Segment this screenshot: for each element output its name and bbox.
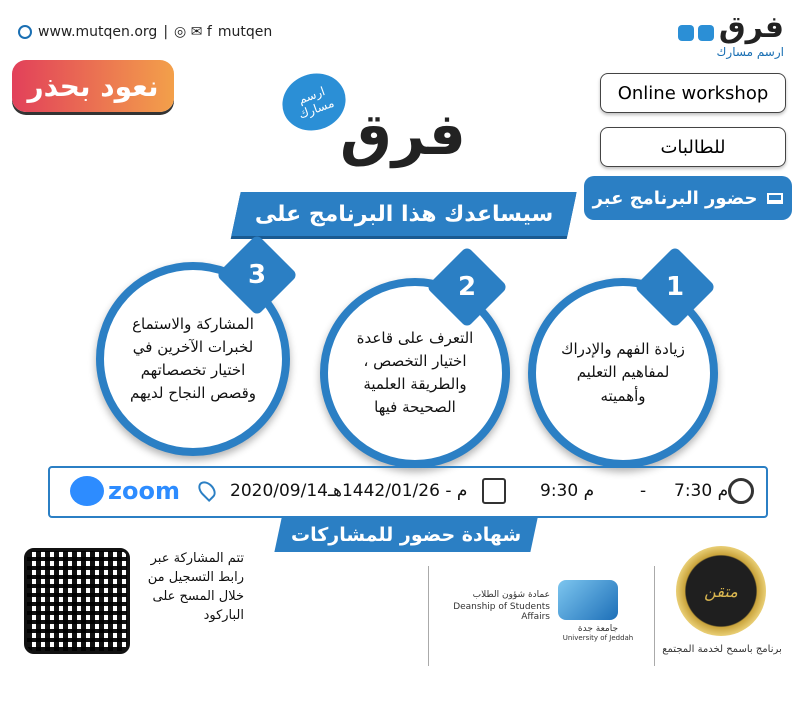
- social-bar: [18, 24, 272, 40]
- deanship-ar: عمادة شؤون الطلاب: [472, 590, 550, 600]
- globe-icon: [18, 25, 32, 39]
- time-end: 9:30 م: [540, 481, 595, 501]
- event-info-bar: [48, 466, 768, 518]
- point-number-1: 1: [634, 246, 716, 328]
- university-emblem-icon: [558, 580, 618, 620]
- logo-top-main: فرق: [718, 10, 784, 45]
- certificate-text: شهادة حضور للمشاركات: [290, 524, 522, 546]
- center-logo: [296, 70, 490, 180]
- logo-mark-icon: [678, 25, 714, 41]
- point-number-2: 2: [426, 246, 508, 328]
- point-circle-2: التعرف على قاعدة اختيار التخصص ، والطريقة العلمية الصحيحة فيها: [320, 278, 510, 468]
- attend-via-banner: [584, 176, 792, 220]
- attend-via-text: حضور البرنامج عبر: [592, 187, 758, 209]
- separator: |: [163, 24, 169, 40]
- center-logo-bubble: ارسم مسارك: [274, 65, 353, 140]
- seal-text: متقن: [704, 581, 738, 601]
- website-text[interactable]: www.mutqen.org: [38, 24, 158, 40]
- divider: [428, 566, 429, 666]
- certificate-banner: [274, 518, 537, 552]
- helps-title-ribbon: [231, 192, 576, 236]
- brand-logo-top: [664, 10, 784, 66]
- logo-top-sub: ارسم مسارك: [716, 45, 784, 59]
- laptop-icon: [767, 193, 783, 204]
- campaign-badge: نعود بحذر: [12, 60, 174, 112]
- deanship-en: Deanship of Students Affairs: [453, 602, 550, 622]
- university-name-en: University of Jeddah: [562, 634, 634, 642]
- point-circle-1: زيادة الفهم والإدراك لمفاهيم التعليم وأهميته: [528, 278, 718, 468]
- time-start: 7:30 م: [674, 481, 729, 501]
- seal-caption: برنامج باسمح لخدمة المجتمع: [662, 644, 782, 655]
- qr-instructions: تتم المشاركة عبر رابط التسجيل من خلال المسح على الباركود: [147, 551, 244, 623]
- zoom-camera-icon: [70, 476, 104, 506]
- university-logo: [450, 580, 650, 660]
- social-icons: ◎ ✉ f: [174, 24, 212, 40]
- event-date: 2020/09/14م - 1442/01/26هـ: [230, 481, 468, 501]
- location-pin-icon: [195, 478, 219, 502]
- zoom-logo: [70, 476, 180, 506]
- clock-icon: [728, 478, 754, 504]
- qr-code[interactable]: [24, 548, 130, 654]
- point-number-3: 3: [216, 234, 298, 316]
- audience-label: للطالبات: [600, 127, 786, 167]
- helps-title: سيساعدك هذا البرنامج على: [254, 201, 554, 227]
- university-name-ar: جامعة جدة: [577, 624, 619, 634]
- center-logo-main: فرق: [340, 100, 466, 168]
- zoom-text: zoom: [108, 477, 180, 505]
- handle-text: mutqen: [217, 24, 273, 40]
- online-workshop-label: Online workshop: [600, 73, 786, 113]
- time-separator: -: [640, 481, 647, 501]
- mutqen-seal: [676, 546, 766, 636]
- point-circle-3: المشاركة والاستماع لخبرات الآخرين في اختيار تخصصاتهم وقصص النجاح لديهم: [96, 262, 290, 456]
- calendar-icon: [482, 478, 506, 504]
